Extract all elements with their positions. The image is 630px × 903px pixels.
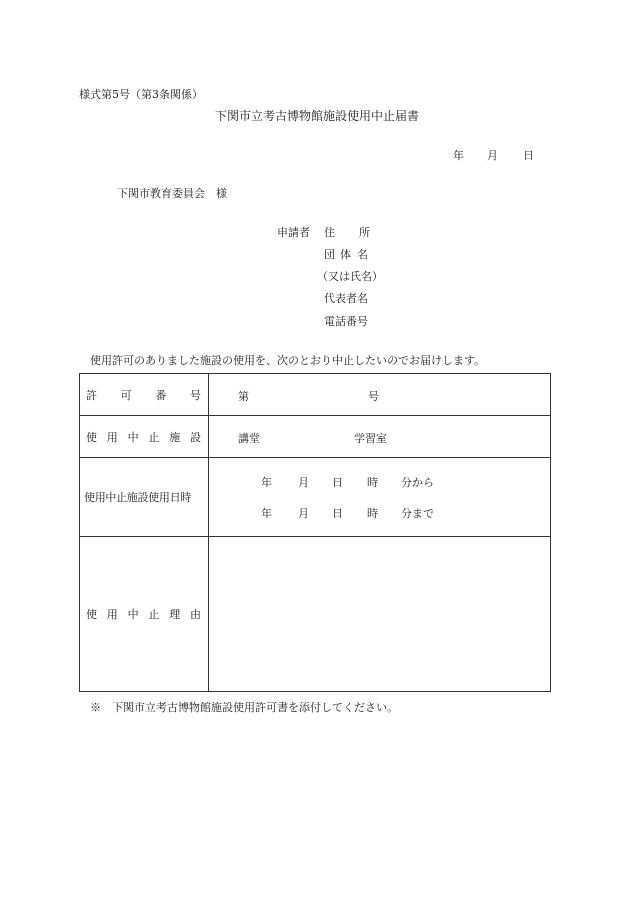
facility-option-study-room[interactable]: 学習室 <box>354 431 387 445</box>
permit-value-cell[interactable] <box>209 374 551 416</box>
permit-prefix: 第 <box>238 389 249 403</box>
datetime-label: 使用中止施設使用日時 <box>84 491 191 504</box>
label-char: 設 <box>189 430 201 444</box>
address-label-1: 住 <box>324 226 335 239</box>
facility-value-cell <box>209 416 551 458</box>
label-char: 止 <box>148 608 160 621</box>
label-char: 用 <box>106 430 118 444</box>
from-hour: 時 <box>367 476 378 489</box>
datetime-label-cell <box>80 458 209 537</box>
or-name-label: （又は氏名） <box>317 270 383 283</box>
reason-label-cell <box>80 537 209 692</box>
facility-option-lecture-hall[interactable]: 講堂 <box>238 431 260 445</box>
reason-row <box>80 537 551 692</box>
group-name-char: 名 <box>357 248 368 261</box>
label-char: 用 <box>106 608 118 621</box>
to-hour: 時 <box>367 507 378 520</box>
datetime-row <box>80 458 551 537</box>
label-char: 施 <box>169 430 181 444</box>
label-char: 中 <box>127 608 139 621</box>
group-name-char: 体 <box>340 248 351 261</box>
label-char: 由 <box>189 608 201 621</box>
label-char: 番 <box>155 388 167 402</box>
date-day: 日 <box>523 149 534 162</box>
permit-label-cell <box>80 374 209 416</box>
label-char: 理 <box>169 608 181 621</box>
reason-value-cell[interactable] <box>209 537 551 692</box>
from-minute: 分から <box>401 476 434 489</box>
document-title: 下関市立考古博物館施設使用中止届書 <box>215 109 420 123</box>
address-label-2: 所 <box>359 226 370 239</box>
facility-label-cell <box>80 416 209 458</box>
date-year: 年 <box>453 149 464 162</box>
addressee: 下関市教育委員会 様 <box>117 187 227 200</box>
form-number: 様式第5号（第3条関係） <box>79 88 203 101</box>
label-char: 許 <box>86 388 97 402</box>
to-month: 月 <box>298 507 309 520</box>
applicant-block <box>277 224 370 240</box>
representative-label: 代表者名 <box>324 292 368 305</box>
label-char: 止 <box>148 430 160 444</box>
attachment-note: ※ 下関市立考古博物館施設使用許可書を添付してください。 <box>90 701 398 714</box>
permit-suffix: 号 <box>368 389 379 403</box>
from-month: 月 <box>298 476 309 489</box>
from-year: 年 <box>261 476 272 489</box>
facility-row <box>80 416 551 458</box>
to-day: 日 <box>332 507 343 520</box>
from-day: 日 <box>332 476 343 489</box>
applicant-label: 申請者 <box>277 226 310 239</box>
intro-text: 使用許可のありました施設の使用を、次のとおり中止したいのでお届けします。 <box>90 354 486 367</box>
permit-row <box>80 374 551 416</box>
form-table <box>79 373 551 692</box>
phone-label: 電話番号 <box>324 315 368 328</box>
to-minute: 分まで <box>401 507 434 520</box>
label-char: 号 <box>189 388 201 402</box>
date-month: 月 <box>487 149 498 162</box>
to-year: 年 <box>261 507 272 520</box>
label-char: 中 <box>127 430 139 444</box>
group-name-char: 団 <box>324 248 335 261</box>
label-char: 使 <box>86 608 97 621</box>
label-char: 使 <box>86 430 97 444</box>
label-char: 可 <box>120 388 132 402</box>
datetime-value-cell[interactable] <box>209 458 551 537</box>
group-name-label <box>324 246 368 262</box>
date-line <box>453 147 534 163</box>
